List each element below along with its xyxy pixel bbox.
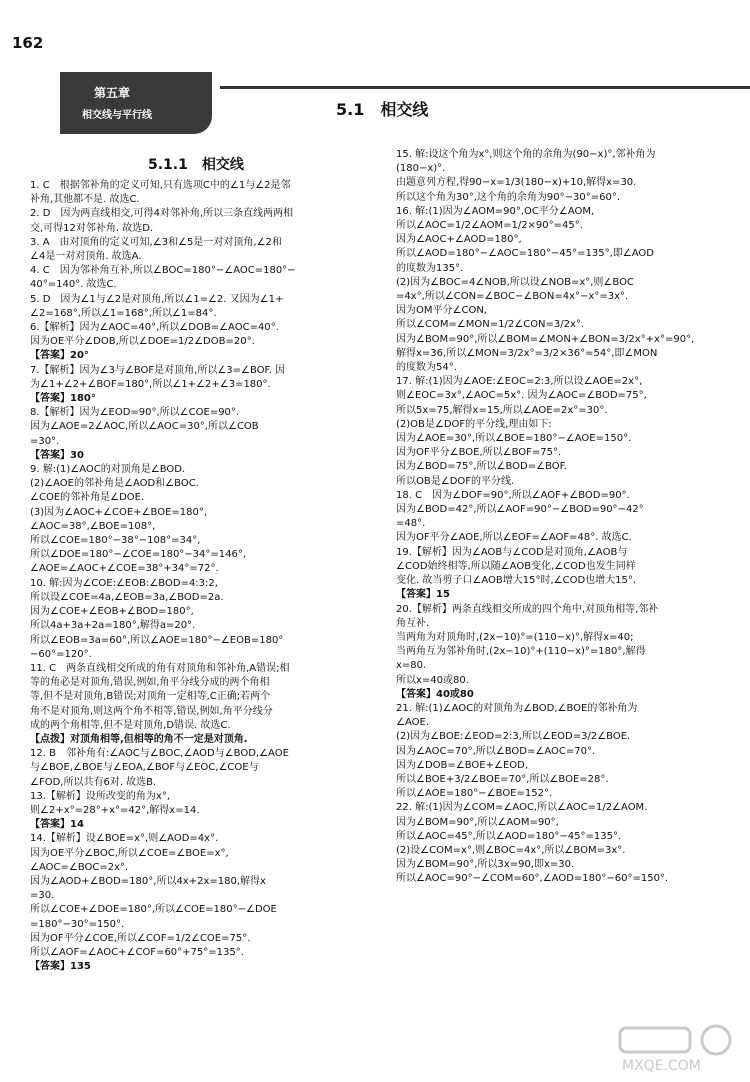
text-line: 所以∠COE+∠DOE=180°,所以∠COE=180°−∠DOE bbox=[30, 904, 277, 916]
text-line: 因为OE平分∠DOB,所以∠DOE=1/2∠DOB=20°. bbox=[30, 336, 255, 348]
text-line: 则∠2+x°=28°+x°=42°,解得x=14. bbox=[30, 804, 200, 816]
text-line: (180−x)°. bbox=[396, 163, 446, 175]
text-line: 【答案】14 bbox=[30, 819, 84, 831]
header-rule bbox=[220, 86, 750, 89]
text-line: 所以∠AOD=180°−∠AOC=180°−45°=135°,即∠AOD bbox=[396, 248, 654, 260]
text-line: 与∠BOE,∠BOE与∠EOA,∠BOF与∠EOC,∠COE与 bbox=[30, 762, 259, 774]
text-line: 1. C 根据邻补角的定义可知,只有选项C中的∠1与∠2是邻 bbox=[30, 180, 291, 191]
text-line: ∠AOC=38°,∠BOE=108°, bbox=[30, 520, 156, 532]
text-line: ∠COD始终相等,所以随∠AOB变化,∠COD也发生同样 bbox=[396, 560, 636, 572]
text-line: 因为∠AOE=30°,所以∠BOE=180°−∠AOE=150°. bbox=[396, 433, 632, 445]
text-line: 因为∠BOD=75°,所以∠BOD=∠BOF. bbox=[396, 461, 567, 473]
text-line: 10. 解:因为∠COE:∠EOB:∠BOD=4:3:2, bbox=[30, 577, 218, 589]
text-line: 交,可得12对邻补角. 故选D. bbox=[30, 222, 154, 234]
text-line: 所以4a+3a+2a=180°,解得a=20°. bbox=[30, 620, 196, 632]
text-line: ∠AOC=∠BOC=2x°. bbox=[30, 861, 129, 873]
text-line: =180°−30°=150°. bbox=[30, 918, 125, 930]
text-line: 因为OF平分∠AOE,所以∠EOF=∠AOF=48°. 故选C. bbox=[396, 532, 632, 544]
text-line: 因为∠DOB=∠BOE+∠EOD, bbox=[396, 759, 529, 771]
text-line: 所以∠COE=180°−38°−108°=34°, bbox=[30, 535, 201, 547]
text-line: 20.【解析】两条直线相交所成的四个角中,对顶角相等,邻补 bbox=[396, 603, 659, 615]
text-line: 6.【解析】因为∠AOC=40°,所以∠DOB=∠AOC=40°. bbox=[30, 322, 279, 334]
text-line: 因为∠AOC=70°,所以∠BOD=∠AOC=70°. bbox=[396, 745, 596, 757]
right-column bbox=[396, 148, 714, 887]
text-line: 所以∠COM=∠MON=1/2∠CON=3/2x°. bbox=[396, 319, 585, 331]
text-line: 因为OE平分∠BOC,所以∠COE=∠BOE=x°, bbox=[30, 847, 229, 859]
text-line: 14.【解析】设∠BOE=x°,则∠AOD=4x°. bbox=[30, 833, 219, 845]
text-line: 【答案】20° bbox=[30, 350, 89, 362]
text-line: 40°=140°. 故选C. bbox=[30, 279, 117, 291]
chapter-badge bbox=[60, 72, 212, 134]
text-line: 所以OB是∠DOF的平分线. bbox=[396, 475, 515, 487]
text-line: 解得x=36,所以∠MON=3/2x°=3/2×36°=54°,即∠MON bbox=[396, 347, 658, 359]
text-line: (2)设∠COM=x°,则∠BOC=4x°,所以∠BOM=3x°. bbox=[396, 844, 626, 856]
text-line: 22. 解:(1)因为∠COM=∠AOC,所以∠AOC=1/2∠AOM. bbox=[396, 802, 648, 814]
text-line: 【答案】30 bbox=[30, 449, 84, 461]
text-line: x=80. bbox=[396, 660, 427, 672]
text-line: 因为OM平分∠CON, bbox=[396, 305, 487, 317]
text-line: 16. 解:(1)因为∠AOM=90°,OC平分∠AOM, bbox=[396, 205, 595, 217]
text-line: =30°. bbox=[30, 435, 60, 447]
text-line: 所以5x=75,解得x=15,所以∠AOE=2x°=30°. bbox=[396, 404, 608, 416]
text-line: 当两角互为邻补角时,(2x−10)°+(110−x)°=180°,解得 bbox=[396, 646, 646, 658]
text-line: 所以∠AOE=180°−∠BOE=152°. bbox=[396, 788, 553, 800]
text-line: ∠AOE. bbox=[396, 717, 429, 729]
text-line: 补角,其他都不是. 故选C. bbox=[30, 194, 140, 206]
text-line: 【答案】15 bbox=[396, 589, 450, 601]
watermark-text: MXQE.COM bbox=[622, 1058, 701, 1074]
text-line: 因为∠BOD=42°,所以∠AOF=90°−∠BOD=90°−42° bbox=[396, 504, 644, 516]
text-line: (2)OB是∠DOF的平分线,理由如下: bbox=[396, 418, 552, 430]
text-line: 所以这个角为30°,这个角的余角为90°−30°=60°. bbox=[396, 191, 621, 203]
text-line: 所以∠AOC=1/2∠AOM=1/2×90°=45°. bbox=[396, 220, 583, 232]
text-line: 【答案】180° bbox=[30, 393, 96, 405]
text-line: 因为∠BOM=90°,所以3x=90,即x=30. bbox=[396, 859, 575, 871]
text-line: 【答案】135 bbox=[30, 961, 91, 973]
page-number: 162 bbox=[12, 34, 44, 52]
text-line: 因为∠COE+∠EOB+∠BOD=180°, bbox=[30, 606, 194, 618]
text-line: ∠COE的邻补角是∠DOE. bbox=[30, 492, 145, 504]
text-line: (2)因为∠BOE:∠EOD=2:3,所以∠EOD=3/2∠BOE. bbox=[396, 731, 631, 743]
text-line: 因为∠AOD+∠BOD=180°,所以4x+2x=180,解得x bbox=[30, 875, 266, 887]
watermark-logo bbox=[616, 1022, 738, 1074]
text-line: 所以∠AOC=45°,所以∠AOD=180°−45°=135°. bbox=[396, 830, 622, 842]
text-line: 因为OF平分∠BOE,所以∠BOF=75°. bbox=[396, 447, 562, 459]
chapter-title: 第五章 bbox=[94, 86, 131, 100]
text-line: 的度数为135°. bbox=[396, 262, 464, 274]
text-line: 当两角为对顶角时,(2x−10)°=(110−x)°,解得x=40; bbox=[396, 631, 634, 643]
text-line: 因为∠AOC+∠AOD=180°, bbox=[396, 234, 522, 246]
text-line: 等,但不是对顶角,B错误;对顶角一定相等,C正确;若两个 bbox=[30, 691, 271, 703]
subsection-title: 5.1.1 相交线 bbox=[148, 157, 244, 173]
text-line: −60°=120°. bbox=[30, 648, 92, 660]
text-line: 所以∠BOE+3/2∠BOE=70°,所以∠BOE=28°. bbox=[396, 773, 609, 785]
text-line: 8.【解析】因为∠EOD=90°,所以∠COE=90°. bbox=[30, 407, 240, 419]
text-line: =48°. bbox=[396, 518, 426, 530]
text-line: 11. C 两条直线相交所成的角有对顶角和邻补角,A错误;相 bbox=[30, 662, 290, 674]
text-line: 12. B 邻补角有:∠AOC与∠BOC,∠AOD与∠BOD,∠AOE bbox=[30, 748, 289, 760]
text-line: 因为OF平分∠COE,所以∠COF=1/2∠COE=75°. bbox=[30, 932, 251, 944]
text-line: 所以x=40或80. bbox=[396, 674, 469, 686]
text-line: 7.【解析】因为∠3与∠BOF是对顶角,所以∠3=∠BOF. 因 bbox=[30, 364, 286, 376]
text-line: 4. C 因为邻补角互补,所以∠BOC=180°−∠AOC=180°− bbox=[30, 265, 296, 277]
text-line: 18. C 因为∠DOF=90°,所以∠AOF+∠BOD=90°. bbox=[396, 489, 630, 501]
text-line: 所以∠AOF=∠AOC+∠COF=60°+75°=135°. bbox=[30, 946, 244, 958]
text-line: 变化. 故当剪子口∠AOB增大15°时,∠COD也增大15°. bbox=[396, 575, 637, 587]
text-line: ∠FOD,所以共有6对. 故选B. bbox=[30, 776, 157, 788]
text-line: 由题意列方程,得90−x=1/3(180−x)+10,解得x=30. bbox=[396, 177, 637, 189]
text-line: 21. 解:(1)∠AOC的对顶角为∠BOD,∠BOE的邻补角为 bbox=[396, 702, 638, 714]
left-column bbox=[30, 179, 374, 974]
text-line: 17. 解:(1)因为∠AOE:∠EOC=2:3,所以设∠AOE=2x°, bbox=[396, 376, 643, 388]
text-line: 所以∠AOC=90°−∠COM=60°,∠AOD=180°−60°=150°. bbox=[396, 873, 669, 885]
text-line: (2)因为∠BOC=4∠NOB,所以设∠NOB=x°,则∠BOC bbox=[396, 276, 634, 288]
text-line: (3)因为∠AOC+∠COE+∠BOE=180°, bbox=[30, 506, 208, 518]
text-line: 所以设∠COE=4a,∠EOB=3a,∠BOD=2a. bbox=[30, 591, 224, 603]
text-line: 角互补. bbox=[396, 617, 430, 629]
text-line: 3. A 由对顶角的定义可知,∠3和∠5是一对对顶角,∠2和 bbox=[30, 236, 282, 248]
text-line: 角不是对顶角,则这两个角不相等,错误,例如,角平分线分 bbox=[30, 705, 273, 717]
text-line: ∠AOE=∠AOC+∠COE=38°+34°=72°. bbox=[30, 563, 219, 575]
text-line: 所以∠DOE=180°−∠COE=180°−34°=146°, bbox=[30, 549, 247, 561]
text-line: 则∠EOC=3x°,∠AOC=5x°. 因为∠AOC=∠BOD=75°, bbox=[396, 390, 647, 402]
text-line: 【答案】40或80 bbox=[396, 688, 474, 700]
text-line: ∠4是一对对顶角. 故选A. bbox=[30, 251, 142, 263]
text-line: =30. bbox=[30, 890, 55, 902]
text-line: 的度数为54°. bbox=[396, 362, 457, 374]
text-line: 5. D 因为∠1与∠2是对顶角,所以∠1=∠2. 又因为∠1+ bbox=[30, 293, 284, 305]
text-line: 因为∠BOM=90°,所以∠BOM=∠MON+∠BON=3/2x°+x°=90°, bbox=[396, 333, 695, 345]
text-line: 因为∠AOE=2∠AOC,所以∠AOC=30°,所以∠COB bbox=[30, 421, 259, 433]
text-line: 为∠1+∠2+∠BOF=180°,所以∠1+∠2+∠3=180°. bbox=[30, 378, 271, 390]
text-line: 2. D 因为两直线相交,可得4对邻补角,所以三条直线两两相 bbox=[30, 208, 294, 220]
text-line: ∠2=168°,所以∠1=168°,所以∠1=84°. bbox=[30, 307, 217, 319]
text-line: 9. 解:(1)∠AOC的对顶角是∠BOD. bbox=[30, 464, 186, 476]
section-title: 5.1 相交线 bbox=[336, 100, 429, 119]
text-line: 13.【解析】设所改变的角为x°, bbox=[30, 790, 170, 802]
text-line: 所以∠EOB=3a=60°,所以∠AOE=180°−∠EOB=180° bbox=[30, 634, 284, 646]
text-line: 【点拨】对顶角相等,但相等的角不一定是对顶角. bbox=[30, 733, 248, 745]
text-line: (2)∠AOE的邻补角是∠AOD和∠BOC. bbox=[30, 478, 199, 490]
text-line: 19.【解析】因为∠AOB与∠COD是对顶角,∠AOB与 bbox=[396, 546, 628, 558]
chapter-subtitle: 相交线与平行线 bbox=[82, 110, 152, 121]
text-line: 因为∠BOM=90°,所以∠AOM=90°, bbox=[396, 816, 559, 828]
text-line: =4x°,所以∠CON=∠BOC−∠BON=4x°−x°=3x°. bbox=[396, 291, 629, 303]
text-line: 15. 解:设这个角为x°,则这个角的余角为(90−x)°,邻补角为 bbox=[396, 149, 656, 160]
text-line: 等的角必是对顶角,错误,例如,角平分线分成的两个角相 bbox=[30, 677, 270, 689]
text-line: 成的两个角相等,但不是对顶角,D错误. 故选C. bbox=[30, 719, 231, 731]
